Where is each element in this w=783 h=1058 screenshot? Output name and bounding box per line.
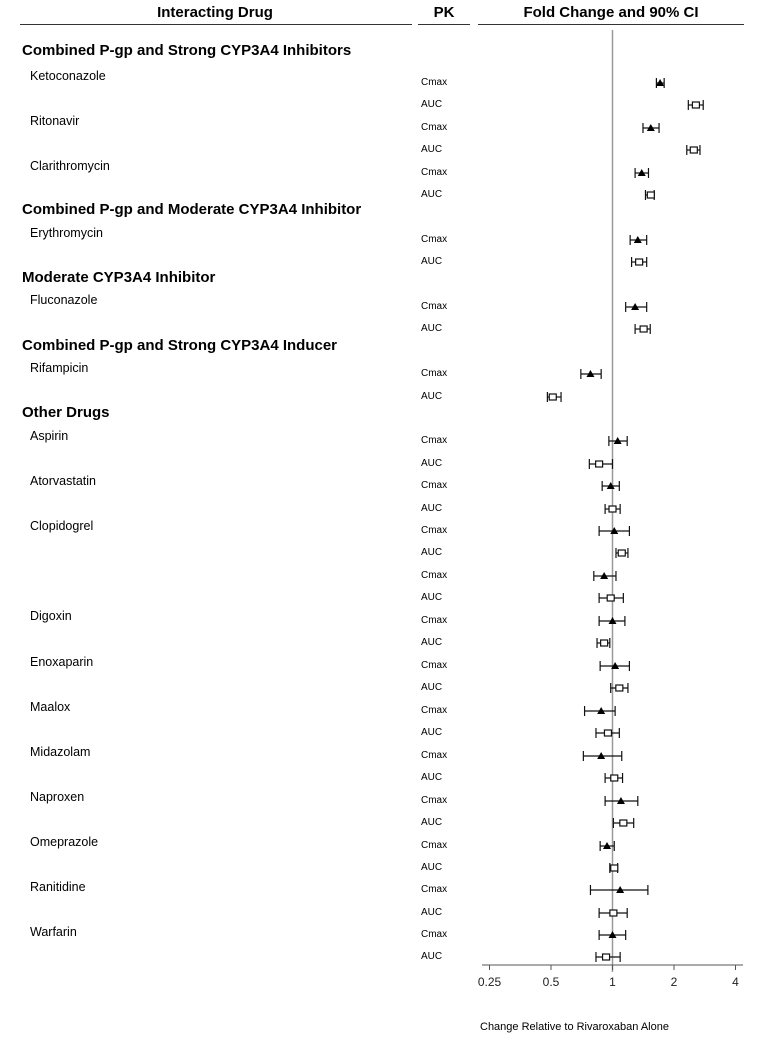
drug-label: Digoxin [30,609,72,623]
pk-label: AUC [421,547,443,558]
drug-label: Aspirin [30,429,69,443]
drug-label: Clopidogrel [30,519,94,533]
square-marker-icon [647,192,654,198]
pk-label: Cmax [421,615,448,626]
drug-label: Omeprazole [30,835,99,849]
square-marker-icon [636,259,643,265]
group-heading: Moderate CYP3A4 Inhibitor [22,269,216,286]
pk-label: AUC [421,727,443,738]
pk-label: Cmax [421,122,448,133]
pk-label: AUC [421,458,443,469]
x-tick-label: 0.25 [477,975,502,989]
x-axis-label: Change Relative to Rivaroxaban Alone [480,1021,669,1033]
pk-label: AUC [421,862,443,873]
pk-label: AUC [421,391,443,402]
pk-label: Cmax [421,234,448,245]
group-heading: Combined P-gp and Moderate CYP3A4 Inhibitor [22,201,362,218]
pk-label: AUC [421,817,443,828]
pk-label: Cmax [421,77,448,88]
drug-label: Erythromycin [30,226,103,240]
group-heading: Other Drugs [22,404,110,421]
pk-label: AUC [421,592,443,603]
square-marker-icon [596,461,603,467]
drug-label: Clarithromycin [30,159,110,173]
square-marker-icon [618,550,625,556]
pk-label: AUC [421,503,443,514]
pk-label: Cmax [421,750,448,761]
pk-label: AUC [421,256,443,267]
pk-label: Cmax [421,660,448,671]
column-header-pk: PK [433,4,455,21]
pk-label: Cmax [421,795,448,806]
column-header-drug: Interacting Drug [157,4,273,21]
drug-label: Atorvastatin [30,474,97,488]
drug-label: Rifampicin [30,361,89,375]
column-header-fold-change: Fold Change and 90% CI [523,4,699,21]
pk-label: AUC [421,907,443,918]
pk-label: AUC [421,772,443,783]
group-heading: Combined P-gp and Strong CYP3A4 Inhibitors [22,42,352,59]
pk-label: Cmax [421,525,448,536]
drug-label: Ranitidine [30,880,86,894]
square-marker-icon [549,394,556,400]
square-marker-icon [690,147,697,153]
square-marker-icon [640,326,647,332]
pk-label: Cmax [421,480,448,491]
drug-label: Enoxaparin [30,655,94,669]
pk-label: Cmax [421,167,448,178]
pk-label: Cmax [421,368,448,379]
square-marker-icon [611,865,618,871]
square-marker-icon [603,954,610,960]
drug-label: Maalox [30,700,71,714]
square-marker-icon [611,775,618,781]
square-marker-icon [607,595,614,601]
pk-label: Cmax [421,570,448,581]
x-tick-label: 0.5 [542,975,560,989]
pk-label: AUC [421,951,443,962]
drug-label: Naproxen [30,790,85,804]
pk-label: AUC [421,189,443,200]
pk-label: AUC [421,99,443,110]
x-tick-label: 1 [609,975,616,989]
pk-label: AUC [421,323,443,334]
group-heading: Combined P-gp and Strong CYP3A4 Inducer [22,337,338,354]
pk-label: AUC [421,682,443,693]
square-marker-icon [620,820,627,826]
pk-label: Cmax [421,435,448,446]
square-marker-icon [692,102,699,108]
pk-label: Cmax [421,884,448,895]
pk-label: AUC [421,637,443,648]
square-marker-icon [609,506,616,512]
drug-label: Ritonavir [30,114,80,128]
pk-label: Cmax [421,705,448,716]
square-marker-icon [604,730,611,736]
pk-label: Cmax [421,929,448,940]
x-tick-label: 4 [732,975,739,989]
pk-label: AUC [421,144,443,155]
square-marker-icon [601,640,608,646]
square-marker-icon [610,910,617,916]
drug-label: Fluconazole [30,293,98,307]
square-marker-icon [616,685,623,691]
drug-label: Midazolam [30,745,91,759]
drug-label: Ketoconazole [30,69,106,83]
x-tick-label: 2 [670,975,678,989]
pk-label: Cmax [421,301,448,312]
pk-label: Cmax [421,840,448,851]
drug-label: Warfarin [30,925,77,939]
